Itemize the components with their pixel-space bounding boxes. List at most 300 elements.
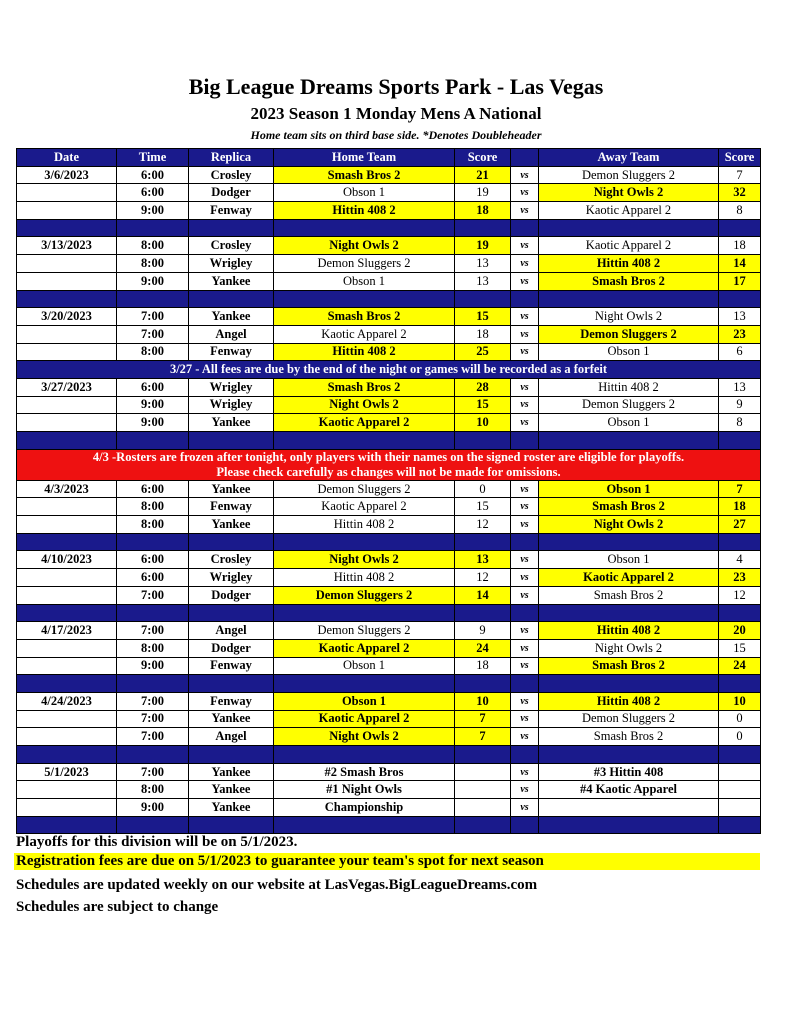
separator-cell (511, 746, 539, 764)
vs-label: vs (511, 378, 539, 396)
change-note: Schedules are subject to change (16, 899, 219, 915)
home-score: 15 (455, 396, 511, 414)
vs-label: vs (511, 622, 539, 640)
separator-cell (189, 604, 274, 622)
field-replica: Dodger (189, 639, 274, 657)
home-team: Obson 1 (274, 657, 455, 675)
away-team: Obson 1 (539, 343, 719, 361)
away-team: Hittin 408 2 (539, 378, 719, 396)
away-team: Kaotic Apparel 2 (539, 237, 719, 255)
home-score: 12 (455, 569, 511, 587)
separator-cell (511, 432, 539, 450)
game-date: 3/20/2023 (17, 308, 117, 326)
game-row (17, 272, 761, 290)
game-time: 8:00 (117, 639, 189, 657)
vs-label: vs (511, 551, 539, 569)
game-time: 8:00 (117, 781, 189, 799)
vs-label: vs (511, 202, 539, 220)
field-replica: Fenway (189, 343, 274, 361)
home-team: #1 Night Owls (274, 781, 455, 799)
game-row (17, 622, 761, 640)
separator-cell (719, 746, 761, 764)
field-replica: Yankee (189, 763, 274, 781)
game-row (17, 308, 761, 326)
game-row (17, 414, 761, 432)
separator-row (17, 219, 761, 237)
away-score: 24 (719, 657, 761, 675)
separator-cell (539, 533, 719, 551)
separator-cell (17, 533, 117, 551)
field-replica: Yankee (189, 710, 274, 728)
vs-label: vs (511, 414, 539, 432)
game-time: 6:00 (117, 551, 189, 569)
game-time: 6:00 (117, 480, 189, 498)
field-replica: Wrigley (189, 569, 274, 587)
home-score: 7 (455, 710, 511, 728)
field-replica: Yankee (189, 414, 274, 432)
game-time: 8:00 (117, 498, 189, 516)
separator-cell (455, 816, 511, 834)
home-score: 18 (455, 325, 511, 343)
field-replica: Crosley (189, 237, 274, 255)
separator-cell (719, 533, 761, 551)
separator-cell (719, 219, 761, 237)
vs-label: vs (511, 343, 539, 361)
col-away-score: Score (719, 149, 761, 167)
field-replica: Fenway (189, 657, 274, 675)
separator-cell (539, 675, 719, 693)
game-time: 7:00 (117, 692, 189, 710)
away-score: 6 (719, 343, 761, 361)
home-team: Demon Sluggers 2 (274, 622, 455, 640)
home-team: Obson 1 (274, 184, 455, 202)
field-replica: Yankee (189, 781, 274, 799)
game-date (17, 343, 117, 361)
game-time: 9:00 (117, 396, 189, 414)
separator-cell (117, 675, 189, 693)
game-time: 7:00 (117, 308, 189, 326)
away-score: 4 (719, 551, 761, 569)
separator-cell (117, 432, 189, 450)
game-time: 6:00 (117, 184, 189, 202)
away-score: 0 (719, 710, 761, 728)
game-time: 6:00 (117, 166, 189, 184)
home-score: 18 (455, 202, 511, 220)
home-score: 12 (455, 516, 511, 534)
vs-label: vs (511, 586, 539, 604)
game-row (17, 184, 761, 202)
separator-cell (189, 432, 274, 450)
game-time: 8:00 (117, 343, 189, 361)
separator-row (17, 432, 761, 450)
away-score: 8 (719, 202, 761, 220)
vs-label: vs (511, 763, 539, 781)
separator-cell (455, 219, 511, 237)
game-date (17, 325, 117, 343)
game-time: 7:00 (117, 325, 189, 343)
game-date (17, 639, 117, 657)
separator-cell (455, 432, 511, 450)
home-score (455, 799, 511, 817)
separator-cell (117, 604, 189, 622)
home-team: Night Owls 2 (274, 237, 455, 255)
separator-cell (719, 290, 761, 308)
field-replica: Yankee (189, 516, 274, 534)
game-time: 7:00 (117, 586, 189, 604)
website-note: Schedules are updated weekly on our website at LasVegas.BigLeagueDreams.com (16, 877, 538, 893)
away-score: 13 (719, 378, 761, 396)
away-team: Demon Sluggers 2 (539, 325, 719, 343)
game-row (17, 498, 761, 516)
separator-cell (17, 675, 117, 693)
game-row (17, 378, 761, 396)
home-score: 15 (455, 308, 511, 326)
vs-label: vs (511, 308, 539, 326)
separator-cell (455, 290, 511, 308)
home-score: 13 (455, 551, 511, 569)
game-row (17, 516, 761, 534)
separator-cell (117, 219, 189, 237)
home-team: Smash Bros 2 (274, 166, 455, 184)
separator-row (17, 816, 761, 834)
away-team: Demon Sluggers 2 (539, 710, 719, 728)
away-score: 20 (719, 622, 761, 640)
away-score: 18 (719, 237, 761, 255)
field-replica: Angel (189, 325, 274, 343)
game-date (17, 272, 117, 290)
home-team: Hittin 408 2 (274, 516, 455, 534)
game-date: 4/3/2023 (17, 480, 117, 498)
field-replica: Dodger (189, 586, 274, 604)
col-vs (511, 149, 539, 167)
field-replica: Yankee (189, 308, 274, 326)
home-score: 18 (455, 657, 511, 675)
away-score (719, 763, 761, 781)
home-score: 28 (455, 378, 511, 396)
game-time: 9:00 (117, 799, 189, 817)
away-team: Smash Bros 2 (539, 586, 719, 604)
header-note: Home team sits on third base side. *Denotes Doubleheader (250, 128, 542, 142)
vs-label: vs (511, 237, 539, 255)
game-date (17, 414, 117, 432)
home-team: Hittin 408 2 (274, 202, 455, 220)
separator-cell (539, 604, 719, 622)
away-score: 15 (719, 639, 761, 657)
game-time: 8:00 (117, 516, 189, 534)
vs-label: vs (511, 516, 539, 534)
page-title: Big League Dreams Sports Park - Las Vegas (188, 74, 604, 99)
separator-cell (719, 816, 761, 834)
separator-cell (455, 533, 511, 551)
game-row (17, 781, 761, 799)
roster-alert-row (17, 449, 761, 480)
separator-cell (274, 219, 455, 237)
home-score: 10 (455, 414, 511, 432)
playoffs-note: Playoffs for this division will be on 5/1/2023. (16, 834, 298, 850)
vs-label: vs (511, 184, 539, 202)
separator-cell (189, 746, 274, 764)
game-date (17, 799, 117, 817)
game-date (17, 728, 117, 746)
separator-cell (274, 604, 455, 622)
home-team: Obson 1 (274, 272, 455, 290)
separator-cell (274, 675, 455, 693)
game-date (17, 569, 117, 587)
separator-cell (539, 816, 719, 834)
away-team: Obson 1 (539, 480, 719, 498)
game-time: 6:00 (117, 569, 189, 587)
field-replica: Crosley (189, 551, 274, 569)
field-replica: Fenway (189, 692, 274, 710)
vs-label: vs (511, 325, 539, 343)
separator-cell (511, 290, 539, 308)
home-team: Night Owls 2 (274, 551, 455, 569)
game-time: 7:00 (117, 622, 189, 640)
separator-cell (455, 746, 511, 764)
home-team: Kaotic Apparel 2 (274, 325, 455, 343)
game-date: 5/1/2023 (17, 763, 117, 781)
home-score: 15 (455, 498, 511, 516)
col-home-score: Score (455, 149, 511, 167)
col-home-team: Home Team (274, 149, 455, 167)
separator-cell (455, 675, 511, 693)
game-date (17, 710, 117, 728)
separator-cell (719, 675, 761, 693)
away-score: 0 (719, 728, 761, 746)
game-date: 3/13/2023 (17, 237, 117, 255)
vs-label: vs (511, 166, 539, 184)
away-score: 23 (719, 325, 761, 343)
away-team: Kaotic Apparel 2 (539, 202, 719, 220)
fee-notice-text: 3/27 - All fees are due by the end of the night or games will be recorded as a forfeit (17, 361, 761, 379)
home-score: 10 (455, 692, 511, 710)
game-date (17, 202, 117, 220)
away-score: 10 (719, 692, 761, 710)
game-time: 9:00 (117, 272, 189, 290)
away-team: Smash Bros 2 (539, 728, 719, 746)
separator-cell (117, 816, 189, 834)
away-team: Smash Bros 2 (539, 657, 719, 675)
away-team: Obson 1 (539, 414, 719, 432)
col-replica: Replica (189, 149, 274, 167)
field-replica: Yankee (189, 272, 274, 290)
home-team: Kaotic Apparel 2 (274, 710, 455, 728)
separator-cell (17, 746, 117, 764)
game-time: 7:00 (117, 763, 189, 781)
game-date: 4/10/2023 (17, 551, 117, 569)
game-date (17, 396, 117, 414)
game-date (17, 184, 117, 202)
schedule-table (16, 148, 761, 834)
field-replica: Angel (189, 622, 274, 640)
home-team: Night Owls 2 (274, 728, 455, 746)
home-score: 24 (455, 639, 511, 657)
separator-cell (719, 432, 761, 450)
game-date (17, 657, 117, 675)
away-team: Obson 1 (539, 551, 719, 569)
vs-label: vs (511, 657, 539, 675)
game-time: 8:00 (117, 255, 189, 273)
separator-cell (274, 816, 455, 834)
vs-label: vs (511, 799, 539, 817)
header-row (17, 149, 761, 167)
roster-alert-line1: 4/3 -Rosters are frozen after tonight, only players with their names on the signed roster are eligible for playoffs. (92, 449, 685, 464)
game-row (17, 166, 761, 184)
home-score: 25 (455, 343, 511, 361)
home-team: Demon Sluggers 2 (274, 480, 455, 498)
separator-cell (274, 746, 455, 764)
away-score: 17 (719, 272, 761, 290)
game-time: 9:00 (117, 657, 189, 675)
away-team: Hittin 408 2 (539, 692, 719, 710)
separator-row (17, 604, 761, 622)
vs-label: vs (511, 498, 539, 516)
registration-note: Registration fees are due on 5/1/2023 to guarantee your team's spot for next season (14, 853, 760, 870)
away-score: 14 (719, 255, 761, 273)
game-row (17, 586, 761, 604)
game-time: 7:00 (117, 710, 189, 728)
home-team: Kaotic Apparel 2 (274, 414, 455, 432)
separator-cell (539, 432, 719, 450)
home-score: 9 (455, 622, 511, 640)
game-date (17, 516, 117, 534)
game-time: 8:00 (117, 237, 189, 255)
separator-cell (274, 533, 455, 551)
separator-row (17, 533, 761, 551)
game-row (17, 728, 761, 746)
game-date: 3/6/2023 (17, 166, 117, 184)
home-score: 0 (455, 480, 511, 498)
vs-label: vs (511, 480, 539, 498)
field-replica: Crosley (189, 166, 274, 184)
away-team: Hittin 408 2 (539, 622, 719, 640)
game-row (17, 710, 761, 728)
separator-cell (17, 219, 117, 237)
field-replica: Angel (189, 728, 274, 746)
separator-cell (274, 290, 455, 308)
vs-label: vs (511, 396, 539, 414)
home-team: Obson 1 (274, 692, 455, 710)
away-score: 13 (719, 308, 761, 326)
field-replica: Dodger (189, 184, 274, 202)
separator-cell (17, 816, 117, 834)
game-row (17, 692, 761, 710)
game-date (17, 781, 117, 799)
col-date: Date (17, 149, 117, 167)
field-replica: Yankee (189, 480, 274, 498)
separator-cell (539, 290, 719, 308)
away-team: Night Owls 2 (539, 184, 719, 202)
game-date (17, 498, 117, 516)
game-row (17, 480, 761, 498)
away-team: Night Owls 2 (539, 308, 719, 326)
home-team: Demon Sluggers 2 (274, 255, 455, 273)
vs-label: vs (511, 639, 539, 657)
away-team: Night Owls 2 (539, 516, 719, 534)
separator-cell (189, 675, 274, 693)
separator-cell (117, 746, 189, 764)
page-subtitle: 2023 Season 1 Monday Mens A National (250, 104, 542, 123)
away-team: Demon Sluggers 2 (539, 166, 719, 184)
game-row (17, 396, 761, 414)
game-date (17, 586, 117, 604)
separator-cell (455, 604, 511, 622)
separator-cell (511, 219, 539, 237)
vs-label: vs (511, 255, 539, 273)
game-date: 3/27/2023 (17, 378, 117, 396)
schedule-body (17, 166, 761, 834)
separator-row (17, 746, 761, 764)
vs-label: vs (511, 710, 539, 728)
away-score (719, 799, 761, 817)
separator-cell (117, 533, 189, 551)
home-score: 19 (455, 184, 511, 202)
separator-cell (189, 533, 274, 551)
vs-label: vs (511, 692, 539, 710)
home-team: Night Owls 2 (274, 396, 455, 414)
home-team: Demon Sluggers 2 (274, 586, 455, 604)
game-row (17, 799, 761, 817)
separator-cell (189, 816, 274, 834)
home-score (455, 763, 511, 781)
home-team: #2 Smash Bros (274, 763, 455, 781)
away-team: Demon Sluggers 2 (539, 396, 719, 414)
fee-notice-row (17, 361, 761, 379)
field-replica: Wrigley (189, 396, 274, 414)
game-date: 4/24/2023 (17, 692, 117, 710)
game-time: 9:00 (117, 202, 189, 220)
game-row (17, 657, 761, 675)
game-row (17, 202, 761, 220)
game-time: 6:00 (117, 378, 189, 396)
field-replica: Wrigley (189, 378, 274, 396)
away-team: Smash Bros 2 (539, 272, 719, 290)
game-row (17, 639, 761, 657)
home-score: 19 (455, 237, 511, 255)
field-replica: Fenway (189, 202, 274, 220)
away-score: 9 (719, 396, 761, 414)
separator-cell (17, 290, 117, 308)
home-team: Smash Bros 2 (274, 378, 455, 396)
home-score: 14 (455, 586, 511, 604)
col-away-team: Away Team (539, 149, 719, 167)
separator-cell (511, 604, 539, 622)
vs-label: vs (511, 569, 539, 587)
separator-cell (274, 432, 455, 450)
separator-cell (17, 604, 117, 622)
game-time: 7:00 (117, 728, 189, 746)
away-team (539, 799, 719, 817)
field-replica: Fenway (189, 498, 274, 516)
field-replica: Yankee (189, 799, 274, 817)
away-score: 27 (719, 516, 761, 534)
home-score: 13 (455, 272, 511, 290)
home-score: 7 (455, 728, 511, 746)
separator-row (17, 675, 761, 693)
separator-cell (511, 675, 539, 693)
separator-cell (539, 746, 719, 764)
away-team: Night Owls 2 (539, 639, 719, 657)
home-score: 21 (455, 166, 511, 184)
away-team: Hittin 408 2 (539, 255, 719, 273)
separator-cell (117, 290, 189, 308)
home-team: Smash Bros 2 (274, 308, 455, 326)
vs-label: vs (511, 272, 539, 290)
away-score: 18 (719, 498, 761, 516)
away-score: 7 (719, 166, 761, 184)
away-score (719, 781, 761, 799)
game-row (17, 325, 761, 343)
